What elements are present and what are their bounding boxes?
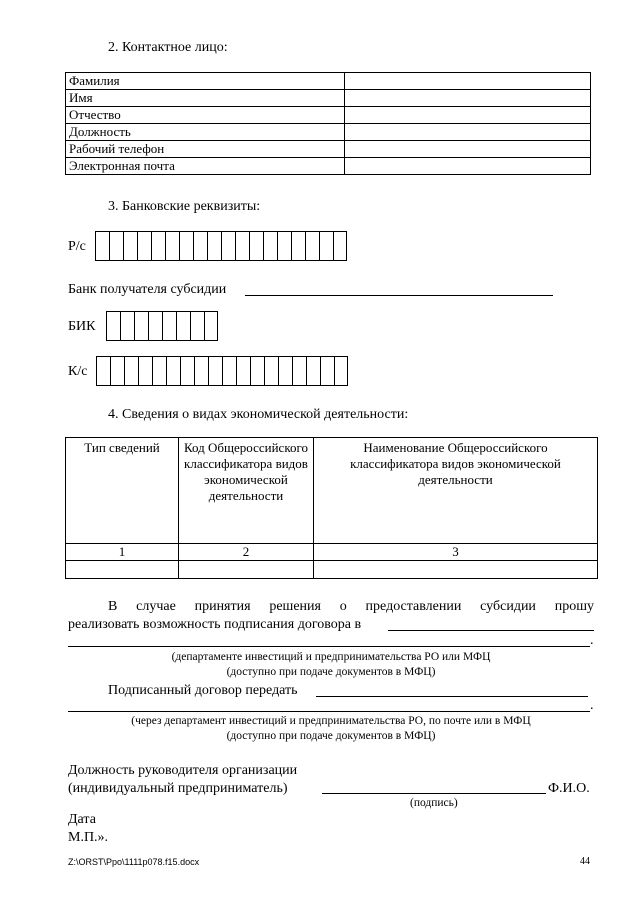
contact-field-label: Рабочий телефон [66, 141, 345, 158]
column-header: Наименование Общероссийского классификатора видов экономической деятельности [314, 438, 598, 544]
digit-box[interactable] [134, 311, 148, 341]
digit-box[interactable] [208, 356, 222, 386]
contact-field-value[interactable] [345, 141, 591, 158]
table-row [66, 124, 591, 141]
digit-box[interactable] [278, 356, 292, 386]
digit-box[interactable] [123, 231, 137, 261]
digit-box[interactable] [263, 231, 277, 261]
digit-box[interactable] [166, 356, 180, 386]
contact-field-label: Имя [66, 90, 345, 107]
table-row [66, 438, 598, 544]
transfer-label: Подписанный договор передать [108, 683, 298, 698]
footer-file-path: Z:\ORST\Ppo\1111p078.f15.docx [68, 857, 200, 867]
signing-para-cont: реализовать возможность подписания договора в [68, 617, 362, 632]
signing-place-line-2[interactable] [68, 646, 590, 647]
contact-field-value[interactable] [345, 124, 591, 141]
contact-field-value[interactable] [345, 158, 591, 175]
column-header: Код Общероссийского классификатора видов экономической деятельности [179, 438, 314, 544]
digit-box[interactable] [250, 356, 264, 386]
table-cell[interactable] [314, 561, 598, 579]
digit-box[interactable] [137, 231, 151, 261]
position-label-1: Должность руководителя организации [68, 763, 298, 778]
digit-box[interactable] [96, 356, 110, 386]
signing-note-1: (департаменте инвестиций и предпринимательства РО или МФЦ [171, 651, 491, 663]
digit-box[interactable] [306, 356, 320, 386]
digit-box[interactable] [138, 356, 152, 386]
rs-label: Р/с [68, 239, 86, 254]
okved-table [65, 437, 598, 579]
digit-box[interactable] [249, 231, 263, 261]
digit-box[interactable] [305, 231, 319, 261]
ks-digit-boxes[interactable] [96, 356, 348, 386]
column-number: 3 [314, 544, 598, 561]
transfer-note-1: (через департамент инвестиций и предпринимательства РО, по почте или в МФЦ [131, 715, 531, 727]
table-row [66, 90, 591, 107]
table-row [66, 107, 591, 124]
digit-box[interactable] [204, 311, 218, 341]
digit-box[interactable] [165, 231, 179, 261]
digit-box[interactable] [264, 356, 278, 386]
digit-box[interactable] [277, 231, 291, 261]
bank-name-label: Банк получателя субсидии [68, 282, 227, 297]
contact-table [65, 72, 591, 175]
digit-box[interactable] [95, 231, 109, 261]
signature-line[interactable] [322, 793, 546, 794]
digit-box[interactable] [235, 231, 249, 261]
digit-box[interactable] [320, 356, 334, 386]
digit-box[interactable] [193, 231, 207, 261]
digit-box[interactable] [124, 356, 138, 386]
digit-box[interactable] [176, 311, 190, 341]
contact-field-label: Должность [66, 124, 345, 141]
bank-heading: 3. Банковские реквизиты: [108, 199, 261, 214]
table-row [66, 544, 598, 561]
digit-box[interactable] [334, 356, 348, 386]
signing-para-start: В случае принятия решения о предоставлении субсидии прошу [108, 599, 594, 614]
table-row [66, 73, 591, 90]
transfer-line-2[interactable] [68, 711, 590, 712]
digit-box[interactable] [291, 231, 305, 261]
digit-box[interactable] [148, 311, 162, 341]
table-row [66, 141, 591, 158]
digit-box[interactable] [180, 356, 194, 386]
digit-box[interactable] [319, 231, 333, 261]
bik-digit-boxes[interactable] [106, 311, 218, 341]
digit-box[interactable] [190, 311, 204, 341]
table-row [66, 158, 591, 175]
signing-place-line[interactable] [388, 630, 594, 631]
digit-box[interactable] [207, 231, 221, 261]
digit-box[interactable] [151, 231, 165, 261]
transfer-line[interactable] [316, 696, 588, 697]
digit-box[interactable] [120, 311, 134, 341]
digit-box[interactable] [221, 231, 235, 261]
table-cell[interactable] [179, 561, 314, 579]
okved-heading: 4. Сведения о видах экономической деятельности: [108, 407, 409, 422]
contact-field-label: Фамилия [66, 73, 345, 90]
digit-box[interactable] [292, 356, 306, 386]
bank-name-line[interactable] [245, 295, 553, 296]
bik-label: БИК [68, 319, 96, 334]
digit-box[interactable] [179, 231, 193, 261]
digit-box[interactable] [236, 356, 250, 386]
digit-box[interactable] [106, 311, 120, 341]
date-label: Дата [68, 812, 96, 827]
digit-box[interactable] [162, 311, 176, 341]
digit-box[interactable] [194, 356, 208, 386]
column-number: 1 [66, 544, 179, 561]
digit-box[interactable] [152, 356, 166, 386]
contact-field-label: Отчество [66, 107, 345, 124]
sign-note: (подпись) [410, 797, 458, 809]
table-row [66, 561, 598, 579]
contact-field-value[interactable] [345, 73, 591, 90]
digit-box[interactable] [222, 356, 236, 386]
transfer-note-2: (доступно при подаче документов в МФЦ) [226, 730, 436, 742]
position-label-2: (индивидуальный предприниматель) [68, 781, 288, 796]
rs-digit-boxes[interactable] [95, 231, 347, 261]
column-number: 2 [179, 544, 314, 561]
stamp-label: М.П.». [68, 830, 109, 845]
page-number: 44 [580, 856, 590, 867]
digit-box[interactable] [109, 231, 123, 261]
contact-field-value[interactable] [345, 90, 591, 107]
digit-box[interactable] [110, 356, 124, 386]
fio-label: Ф.И.О. [548, 781, 590, 796]
ks-label: К/с [68, 364, 88, 379]
contact-field-label: Электронная почта [66, 158, 345, 175]
contact-field-value[interactable] [345, 107, 591, 124]
signing-note-2: (доступно при подаче документов в МФЦ) [226, 666, 436, 678]
digit-box[interactable] [333, 231, 347, 261]
contact-heading: 2. Контактное лицо: [108, 40, 228, 55]
table-cell[interactable] [66, 561, 179, 579]
column-header: Тип сведений [66, 438, 179, 544]
